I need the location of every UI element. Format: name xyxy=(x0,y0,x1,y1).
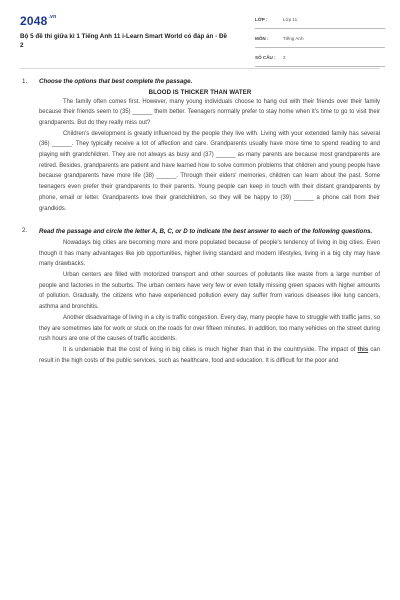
question-number: 2. xyxy=(22,227,28,235)
question-instruction: Read the passage and circle the letter A, B, C, or D to indicate the best answer to each of the following questions. xyxy=(39,228,373,236)
document-title: Bộ 5 đề thi giữa kì 1 Tiếng Anh 11 i-Learn Smart World có đáp án - Đề 2 xyxy=(20,33,228,49)
meta-row-class xyxy=(255,14,385,29)
text-segment: can result in the high costs of the public services, such as healthcare, food and education. It is difficult for the poor and xyxy=(39,346,380,364)
passage-title: BLOOD IS THICKER THAN WATER xyxy=(148,88,252,96)
meta-key: SỐ CÂU : xyxy=(255,55,276,60)
document-meta xyxy=(255,14,385,71)
logo-text: 2048 xyxy=(20,14,48,28)
meta-key: LỚP : xyxy=(255,17,268,22)
question-2 xyxy=(0,227,400,366)
passage-paragraph: Urban centers are filled with motorized transport and other sources of pollutants like waste from a large number of people and factories in the suburbs. The urban centers have very few or even totally missing green spaces with higher amounts of pollution. Gradually, the citizens who have experienced pollution every day suffer from various diseases like lung cancers, asthma and bronchitis. xyxy=(39,272,380,311)
meta-value: Tiếng Anh xyxy=(283,36,304,41)
question-1 xyxy=(0,78,400,214)
passage-paragraph: Another disadvantage of living in a city is traffic congestion. Every day, many people have to struggle with traffic jams, so they are sometimes late for work or stuck on the roads for over fifteen minutes. In addition, too many vehicles on the street during rush hours are one of the causes of traffic accidents. xyxy=(39,314,380,343)
meta-value: 2 xyxy=(283,55,286,60)
meta-key: MÔN : xyxy=(255,36,269,41)
passage-paragraph: The family often comes first. However, many young individuals choose to hang out with their friends over their family because their friends seem to (35) ______ them better. Teenagers normally prefer to stay home when it's time to go to visit their grandparents. But do they really miss out? xyxy=(39,98,380,126)
document-content xyxy=(0,78,400,366)
question-header xyxy=(22,78,380,87)
meta-value: Lớp 11 xyxy=(283,17,298,22)
site-logo[interactable] xyxy=(20,14,56,28)
header-divider xyxy=(20,68,380,69)
logo-suffix: .vn xyxy=(48,14,57,20)
passage-paragraph: Nowadays big cities are becoming more and more populated because of people's tendency of living in big cities. Even though it has many advantages like job opportunities, higher living standard and modern lifestyles, living in a big city may have many drawbacks. xyxy=(39,239,380,268)
passage-paragraph: Children's development is greatly influenced by the people they live with. Living with your extended family has several (36) ______. They typically receive a lot of affection and care. Grandparents usually have more time to spend reading to and playing with grandchildren. They are not always as busy and (37) ______ as many parents are because most grandparents are retired. Besides, grandparents are patient and have learned how to solve common problems that children and young people have because grandparents have more life (38) ______. Through their elders' memories, children can learn about the past. Some teenagers even prefer their grandparents to their parents. Young people can keep in touch with their distant grandparents by phone, email or letter. Grandparents love their grandchildren, so they will be happy to (39) ______ a phone call from their grandkids. xyxy=(39,130,380,212)
meta-row-subject xyxy=(255,33,385,48)
meta-row-count xyxy=(255,52,385,67)
page-header xyxy=(0,0,400,62)
question-header xyxy=(22,227,380,238)
passage-paragraph xyxy=(39,345,380,366)
underlined-word: this xyxy=(357,346,369,353)
text-segment: It is undeniable that the cost of living in big cities is much higher than that in the countryside. The impact of xyxy=(63,346,358,353)
question-instruction: Choose the options that best complete the passage. xyxy=(39,78,193,85)
question-number: 1. xyxy=(22,78,28,85)
